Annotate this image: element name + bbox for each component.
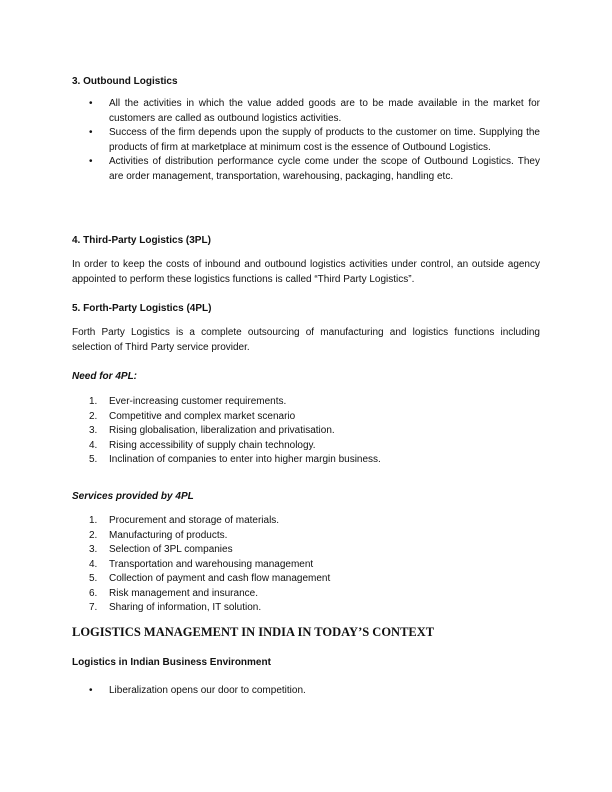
services-4pl-list [72, 514, 540, 616]
list-item [72, 601, 540, 616]
list-number: 6. [89, 587, 98, 599]
list-item-text: Selection of 3PL companies [109, 544, 233, 555]
list-item-text: Manufacturing of products. [109, 529, 228, 541]
list-item [72, 126, 540, 155]
india-section-heading: LOGISTICS MANAGEMENT IN INDIA IN TODAY’S CONTEXT [72, 625, 435, 639]
list-number: 3. [89, 544, 98, 555]
list-item [72, 529, 540, 544]
services-4pl-heading: Services provided by 4PL [72, 491, 194, 502]
list-item [72, 410, 540, 425]
list-number: 5. [89, 573, 98, 584]
section-heading-3pl: 4. Third-Party Logistics (3PL) [72, 235, 211, 246]
bullet-icon: • [89, 127, 93, 138]
india-bullet-list [72, 684, 540, 699]
bullet-icon: • [89, 98, 93, 109]
list-number: 1. [89, 396, 98, 407]
list-item [72, 395, 540, 410]
list-item-text: Procurement and storage of materials. [109, 515, 280, 526]
list-item-text: Transportation and warehousing management [109, 558, 314, 570]
list-number: 4. [89, 439, 98, 451]
list-number: 1. [89, 515, 98, 526]
list-item [72, 558, 540, 573]
bullet-icon: • [89, 156, 93, 167]
need-for-4pl-list [72, 395, 540, 468]
list-item-text: Ever-increasing customer requirements. [109, 396, 287, 407]
section-heading-outbound: 3. Outbound Logistics [72, 76, 178, 87]
list-item [72, 514, 540, 529]
list-number: 3. [89, 425, 98, 436]
list-item-text: Collection of payment and cash flow management [109, 573, 331, 584]
paragraph-4pl: Forth Party Logistics is a complete outsourcing of manufacturing and logistics functions including selection of Third Party service provider. [72, 327, 540, 353]
list-number: 4. [89, 558, 98, 570]
outbound-bullet-list [72, 97, 540, 184]
list-item-text: Sharing of information, IT solution. [109, 602, 262, 613]
list-item [72, 453, 540, 468]
list-item-text: All the activities in which the value added goods are to be made available in the market for customers are called as outbound logistics activities. [109, 98, 540, 124]
list-number: 7. [89, 602, 98, 613]
list-item-text: Liberalization opens our door to competition. [109, 685, 306, 696]
list-number: 5. [89, 454, 98, 465]
list-number: 2. [89, 529, 98, 541]
list-item [72, 155, 540, 184]
list-item-text: Rising accessibility of supply chain technology. [109, 439, 316, 451]
list-item [72, 587, 540, 602]
section-heading-4pl: 5. Forth-Party Logistics (4PL) [72, 303, 212, 314]
list-item [72, 572, 540, 587]
need-for-4pl-heading: Need for 4PL: [72, 371, 138, 382]
india-subheading: Logistics in Indian Business Environment [72, 657, 271, 668]
list-item-text: Competitive and complex market scenario [109, 410, 296, 422]
list-number: 2. [89, 410, 98, 422]
list-item [72, 439, 540, 454]
list-item [72, 97, 540, 126]
paragraph-3pl: In order to keep the costs of inbound and outbound logistics activities under control, an outside agency appointed to perform these logistics functions is called “Third Party Logistics”. [72, 259, 540, 285]
list-item [72, 684, 540, 699]
bullet-icon: • [89, 685, 93, 696]
list-item-text: Activities of distribution performance cycle come under the scope of Outbound Logistics. They are order management, transportation, warehousing, packaging, handling etc. [109, 156, 540, 182]
list-item-text: Risk management and insurance. [109, 587, 258, 599]
list-item [72, 424, 540, 439]
list-item-text: Inclination of companies to enter into higher margin business. [109, 454, 381, 465]
list-item-text: Success of the firm depends upon the supply of products to the customer on time. Supplying the products of firm at marketplace at minimum cost is the essence of Outbound Logistics. [109, 127, 540, 153]
list-item [72, 543, 540, 558]
list-item-text: Rising globalisation, liberalization and privatisation. [109, 425, 335, 436]
